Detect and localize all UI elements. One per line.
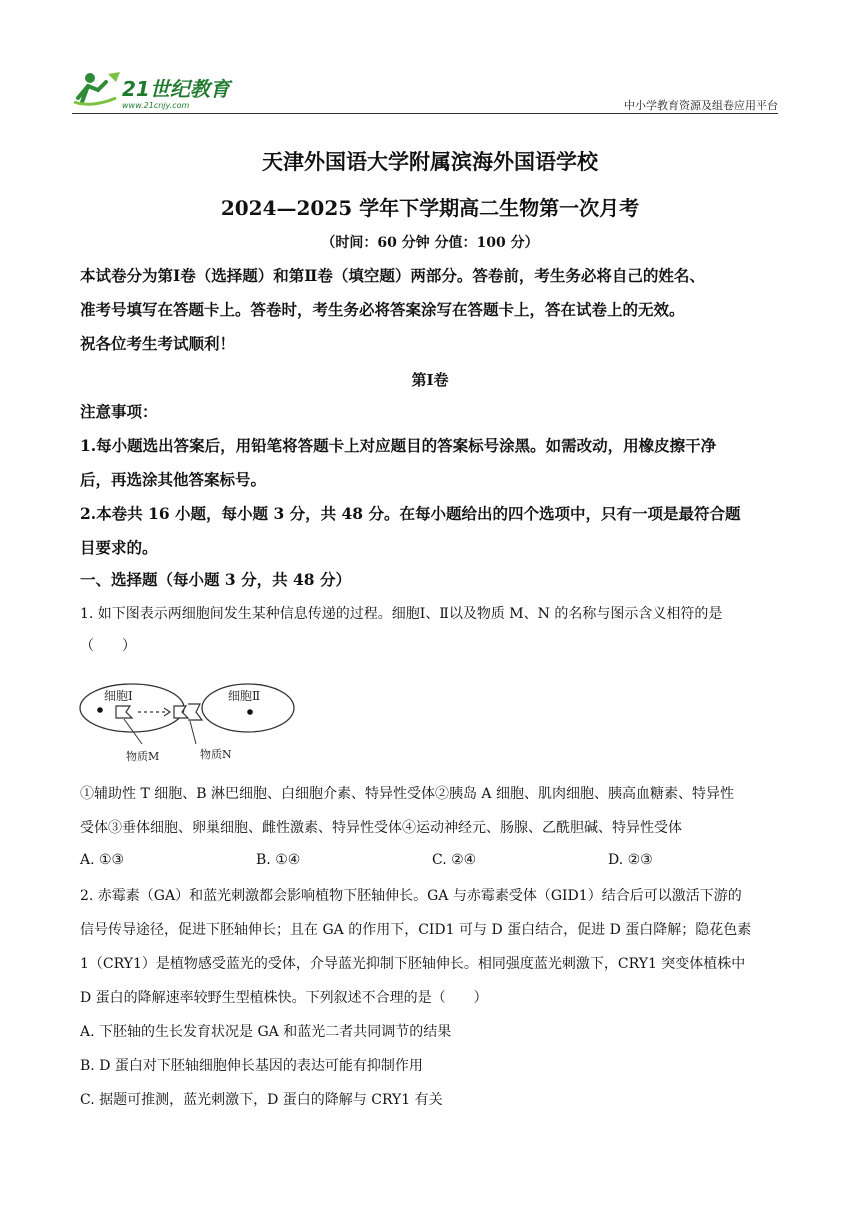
logo-url: www.21cnjy.com: [122, 101, 190, 110]
page-header: [72, 66, 778, 116]
q1-option-b: B. ①④: [256, 852, 301, 868]
substance-n-label: 物质N: [200, 748, 232, 761]
intro-line-3: 祝各位考生考试顺利！: [80, 334, 236, 353]
notice-2a: 2.本卷共 16 小题，每小题 3 分，共 48 分。在每小题给出的四个选项中，只有一项是最符合题: [80, 504, 741, 523]
q1-option-a: A. ①③: [80, 852, 125, 868]
q2-option-b: B. D 蛋白对下胚轴细胞伸长基因的表达可能有抑制作用: [80, 1058, 423, 1074]
q1-options: [80, 852, 785, 868]
logo-text: 21世纪教育: [122, 77, 230, 101]
q2-option-a: A. 下胚轴的生长发育状况是 GA 和蓝光二者共同调节的结果: [80, 1024, 452, 1040]
substance-n-shape: [174, 706, 188, 718]
logo: [72, 68, 242, 112]
cell-2-label: 细胞Ⅱ: [228, 689, 261, 703]
q1-stem-b: （ ）: [80, 638, 136, 654]
substance-m-shape: [116, 706, 132, 718]
runner-logo-icon: [72, 68, 242, 112]
intro-line-1: 本试卷分为第Ⅰ卷（选择题）和第Ⅱ卷（填空题）两部分。答卷前，考生务必将自己的姓名、: [80, 266, 705, 285]
intro-line-2: 准考号填写在答题卡上。答卷时，考生务必将答案涂写在答题卡上，答在试卷上的无效。: [80, 300, 685, 319]
q2-stem-b: 信号传导途径，促进下胚轴伸长；且在 GA 的作用下，CID1 可与 D 蛋白结合，促进 D 蛋白降解；隐花色素: [80, 922, 752, 938]
q1-stem-a: 1. 如下图表示两细胞间发生某种信息传递的过程。细胞Ⅰ、Ⅱ以及物质 M、N 的名称与图示含义相符的是: [80, 606, 723, 622]
notice-1b: 后，再选涂其他答案标号。: [80, 470, 267, 489]
platform-label: 中小学教育资源及组卷应用平台: [624, 99, 778, 112]
part-title: 一、选择题（每小题 3 分，共 48 分）: [80, 570, 351, 589]
exam-meta: （时间：60 分钟 分值：100 分）: [321, 235, 539, 251]
cell-signaling-diagram: [78, 678, 298, 768]
notice-2b: 目要求的。: [80, 538, 158, 557]
q2-stem-a: 2. 赤霉素（GA）和蓝光刺激都会影响植物下胚轴伸长。GA 与赤霉素受体（GID1）结合后可以激活下游的: [80, 888, 742, 904]
substance-m-label: 物质M: [126, 750, 160, 763]
notice-label: 注意事项：: [80, 402, 158, 421]
q2-stem-c: 1（CRY1）是植物感受蓝光的受体，介导蓝光抑制下胚轴伸长。相同强度蓝光刺激下，CRY1 突变体植株中: [80, 956, 746, 972]
q2-stem-d: D 蛋白的降解速率较野生型植株快。下列叙述不合理的是（ ）: [80, 990, 488, 1006]
exam-title: 2024—2025 学年下学期高二生物第一次月考: [220, 196, 640, 220]
section-heading: 第Ⅰ卷: [411, 371, 449, 389]
q1-items-b: 受体③垂体细胞、卵巢细胞、雌性激素、特异性受体④运动神经元、肠腺、乙酰胆碱、特异性受体: [80, 820, 682, 836]
cell-1-label: 细胞Ⅰ: [104, 689, 133, 703]
notice-1a: 1.每小题选出答案后，用铅笔将答题卡上对应题目的答案标号涂黑。如需改动，用橡皮擦干净: [80, 436, 717, 455]
header-divider: [72, 113, 778, 114]
q2-option-c: C. 据题可推测，蓝光刺激下，D 蛋白的降解与 CRY1 有关: [80, 1092, 443, 1108]
q1-items-a: ①辅助性 T 细胞、B 淋巴细胞、白细胞介素、特异性受体②胰岛 A 细胞、肌肉细胞、胰高血糖素、特异性: [80, 786, 734, 802]
q1-option-d: D. ②③: [608, 852, 653, 868]
school-title: 天津外国语大学附属滨海外国语学校: [262, 149, 598, 174]
q1-option-c: C. ②④: [432, 852, 477, 868]
